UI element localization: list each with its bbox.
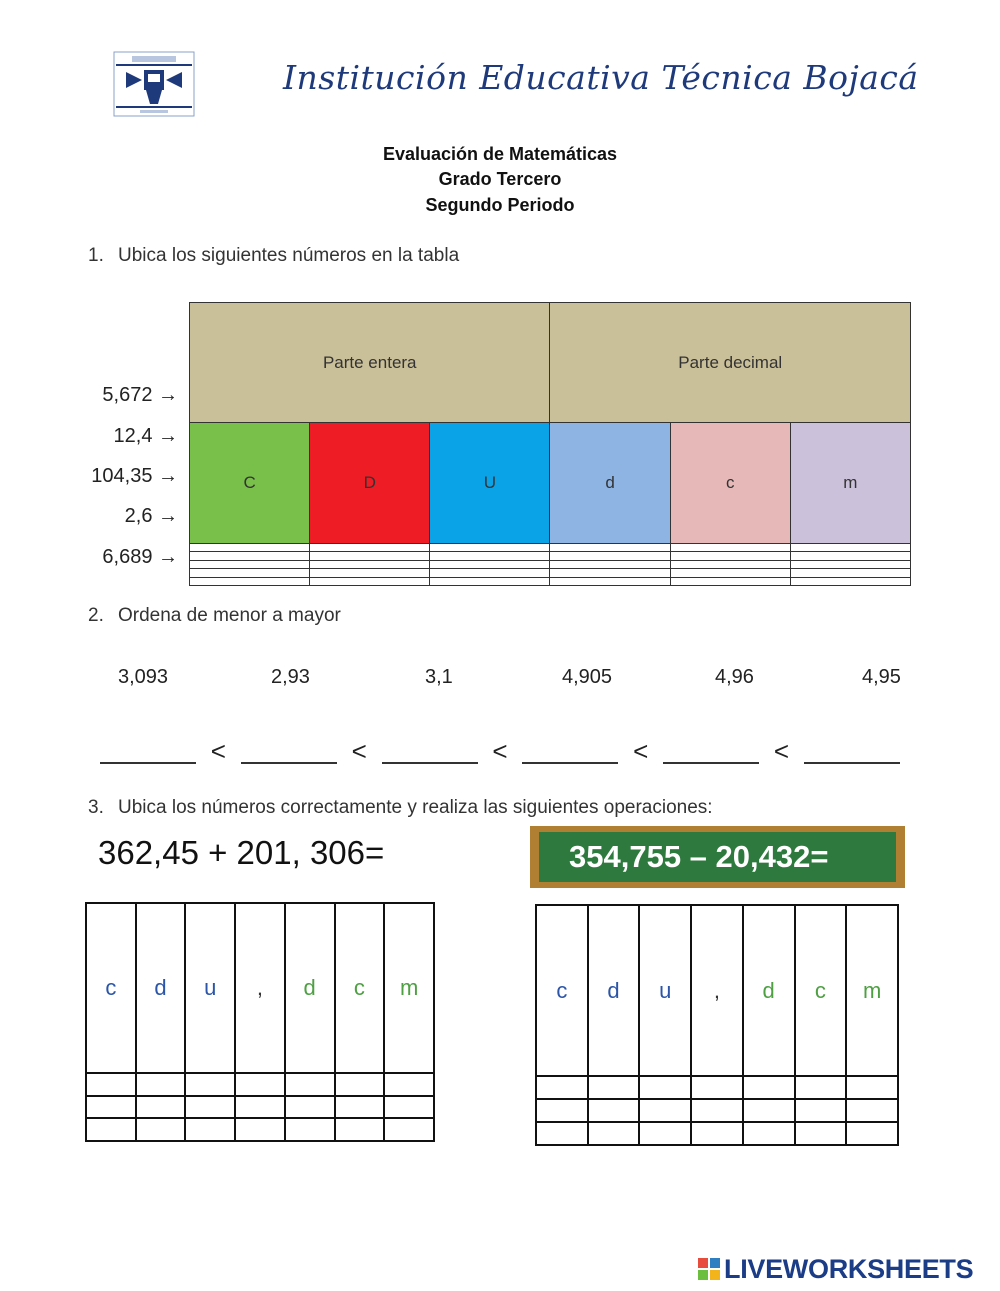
column-header: U — [430, 423, 550, 543]
order-number-5: 4,96 — [715, 666, 754, 688]
operation-addition: 362,45 + 201, 306= — [98, 834, 385, 871]
answer-cell[interactable] — [430, 569, 550, 577]
row-label-4: 2,6 → — [124, 505, 178, 527]
liveworksheets-brand: LIVEWORKSHEETS — [724, 1253, 974, 1284]
answer-cell[interactable] — [790, 577, 910, 585]
answer-cell[interactable] — [235, 1118, 285, 1141]
less-than-sign: < — [633, 736, 649, 766]
order-number-1: 3,093 — [118, 666, 169, 688]
grid-header: m — [846, 905, 898, 1076]
grid-header: c — [795, 905, 847, 1076]
answer-cell[interactable] — [790, 569, 910, 577]
answer-cell[interactable] — [588, 1099, 640, 1122]
answer-cell[interactable] — [639, 1122, 691, 1145]
question-1 — [88, 245, 459, 267]
answer-cell[interactable] — [285, 1096, 335, 1119]
question-text: Ubica los números correctamente y realiza las siguientes operaciones: — [118, 797, 713, 818]
table-row — [190, 560, 911, 568]
answer-cell[interactable] — [743, 1076, 795, 1099]
grid-header: d — [285, 903, 335, 1073]
answer-cell[interactable] — [235, 1073, 285, 1096]
answer-cell[interactable] — [384, 1096, 434, 1119]
answer-cell[interactable] — [310, 552, 430, 560]
answer-cell[interactable] — [185, 1096, 235, 1119]
question-number: 2. — [88, 605, 104, 626]
answer-cell[interactable] — [550, 560, 670, 568]
answer-cell[interactable] — [190, 577, 310, 585]
title-line-2: Grado Tercero — [438, 169, 562, 189]
answer-blank[interactable] — [382, 734, 478, 764]
answer-cell[interactable] — [86, 1118, 136, 1141]
answer-cell[interactable] — [550, 569, 670, 577]
answer-cell[interactable] — [846, 1122, 898, 1145]
grid-row — [86, 1073, 434, 1096]
column-header: m — [790, 423, 910, 543]
grid-header: d — [588, 905, 640, 1076]
answer-cell[interactable] — [285, 1118, 335, 1141]
order-number-3: 3,1 — [425, 666, 453, 688]
table-row — [190, 543, 911, 551]
answer-cell[interactable] — [536, 1099, 588, 1122]
row-label-5: 6,689 → — [102, 546, 178, 568]
answer-cell[interactable] — [691, 1122, 743, 1145]
group-header-integer: Parte entera — [190, 303, 550, 423]
answer-cell[interactable] — [335, 1073, 385, 1096]
answer-cell[interactable] — [743, 1099, 795, 1122]
answer-cell[interactable] — [190, 543, 310, 551]
answer-cell[interactable] — [550, 577, 670, 585]
school-logo — [112, 50, 196, 118]
answer-cell[interactable] — [670, 560, 790, 568]
answer-cell[interactable] — [670, 577, 790, 585]
answer-cell[interactable] — [795, 1076, 847, 1099]
answer-cell[interactable] — [430, 577, 550, 585]
answer-cell[interactable] — [136, 1073, 186, 1096]
question-number: 1. — [88, 245, 104, 266]
answer-cell[interactable] — [795, 1099, 847, 1122]
answer-cell[interactable] — [335, 1118, 385, 1141]
operation-subtraction: 354,755 – 20,432= — [569, 839, 829, 874]
answer-cell[interactable] — [430, 560, 550, 568]
order-number-2: 2,93 — [271, 666, 310, 688]
school-name: Institución Educativa Técnica Bojacá — [283, 58, 919, 97]
answer-cell[interactable] — [136, 1096, 186, 1119]
title-line-1: Evaluación de Matemáticas — [382, 144, 618, 164]
grid-row — [536, 1076, 898, 1099]
grid-header: c — [536, 905, 588, 1076]
title-line-3: Segundo Periodo — [425, 195, 575, 215]
question-text: Ordena de menor a mayor — [118, 605, 341, 626]
answer-blank[interactable] — [522, 734, 618, 764]
question-number: 3. — [88, 797, 104, 818]
grid-header: c — [86, 903, 136, 1073]
table-row — [190, 577, 911, 585]
answer-cell[interactable] — [550, 552, 670, 560]
operation-grid-2 — [535, 904, 899, 1146]
grid-header: , — [235, 903, 285, 1073]
answer-cell[interactable] — [335, 1096, 385, 1119]
answer-cell[interactable] — [846, 1076, 898, 1099]
grid-row — [86, 1118, 434, 1141]
answer-cell[interactable] — [588, 1076, 640, 1099]
grid-header: u — [639, 905, 691, 1076]
answer-blank[interactable] — [241, 734, 337, 764]
answer-cell[interactable] — [430, 543, 550, 551]
answer-cell[interactable] — [384, 1073, 434, 1096]
grid-header: d — [136, 903, 186, 1073]
table-row — [190, 569, 911, 577]
less-than-sign: < — [351, 736, 367, 766]
grid-header: m — [384, 903, 434, 1073]
answer-cell[interactable] — [310, 560, 430, 568]
grid-row — [86, 1096, 434, 1119]
answer-cell[interactable] — [691, 1076, 743, 1099]
answer-cell[interactable] — [86, 1073, 136, 1096]
answer-cell[interactable] — [285, 1073, 335, 1096]
operation-grid-1 — [85, 902, 435, 1142]
row-label-3: 104,35 → — [91, 465, 178, 487]
answer-cell[interactable] — [639, 1076, 691, 1099]
answer-cell[interactable] — [190, 552, 310, 560]
grid-header: u — [185, 903, 235, 1073]
answer-cell[interactable] — [790, 543, 910, 551]
group-header-decimal: Parte decimal — [550, 303, 911, 423]
answer-cell[interactable] — [536, 1076, 588, 1099]
grid-header: d — [743, 905, 795, 1076]
liveworksheets-logo — [698, 1254, 973, 1284]
answer-cell[interactable] — [795, 1122, 847, 1145]
grid-row — [536, 1122, 898, 1145]
answer-blank[interactable] — [663, 734, 759, 764]
answer-blank[interactable] — [100, 734, 196, 764]
answer-cell[interactable] — [536, 1122, 588, 1145]
answer-cell[interactable] — [136, 1118, 186, 1141]
order-number-6: 4,95 — [862, 666, 901, 688]
grid-header: , — [691, 905, 743, 1076]
column-header: d — [550, 423, 670, 543]
answer-cell[interactable] — [310, 543, 430, 551]
column-header: C — [190, 423, 310, 543]
answer-cell[interactable] — [86, 1096, 136, 1119]
answer-cell[interactable] — [670, 569, 790, 577]
answer-cell[interactable] — [384, 1118, 434, 1141]
answer-cell[interactable] — [790, 552, 910, 560]
answer-cell[interactable] — [235, 1096, 285, 1119]
column-header: c — [670, 423, 790, 543]
answer-cell[interactable] — [743, 1122, 795, 1145]
answer-cell[interactable] — [190, 560, 310, 568]
order-number-4: 4,905 — [562, 666, 613, 688]
question-text: Ubica los siguientes números en la tabla — [118, 245, 460, 266]
answer-cell[interactable] — [185, 1118, 235, 1141]
row-label-1: 5,672 → — [102, 384, 178, 406]
less-than-sign: < — [492, 736, 508, 766]
question-2 — [88, 605, 341, 627]
answer-cell[interactable] — [670, 543, 790, 551]
grid-header: c — [335, 903, 385, 1073]
answer-blank[interactable] — [804, 734, 900, 764]
answer-cell[interactable] — [639, 1099, 691, 1122]
column-header: D — [310, 423, 430, 543]
less-than-sign: < — [773, 736, 790, 766]
answer-cell[interactable] — [846, 1099, 898, 1122]
answer-cell[interactable] — [691, 1099, 743, 1122]
answer-cell[interactable] — [550, 543, 670, 551]
less-than-sign: < — [210, 736, 226, 766]
table-row — [190, 552, 911, 560]
liveworksheets-icon — [698, 1258, 720, 1280]
place-value-table — [189, 302, 911, 586]
answer-cell[interactable] — [185, 1073, 235, 1096]
answer-cell[interactable] — [310, 569, 430, 577]
answer-cell[interactable] — [790, 560, 910, 568]
answer-cell[interactable] — [310, 577, 430, 585]
answer-cell[interactable] — [670, 552, 790, 560]
answer-cell[interactable] — [430, 552, 550, 560]
question-3 — [88, 797, 713, 819]
grid-row — [536, 1099, 898, 1122]
chalkboard — [530, 826, 905, 888]
order-answer-line — [100, 734, 900, 764]
answer-cell[interactable] — [190, 569, 310, 577]
answer-cell[interactable] — [588, 1122, 640, 1145]
row-label-2: 12,4 → — [113, 425, 178, 447]
